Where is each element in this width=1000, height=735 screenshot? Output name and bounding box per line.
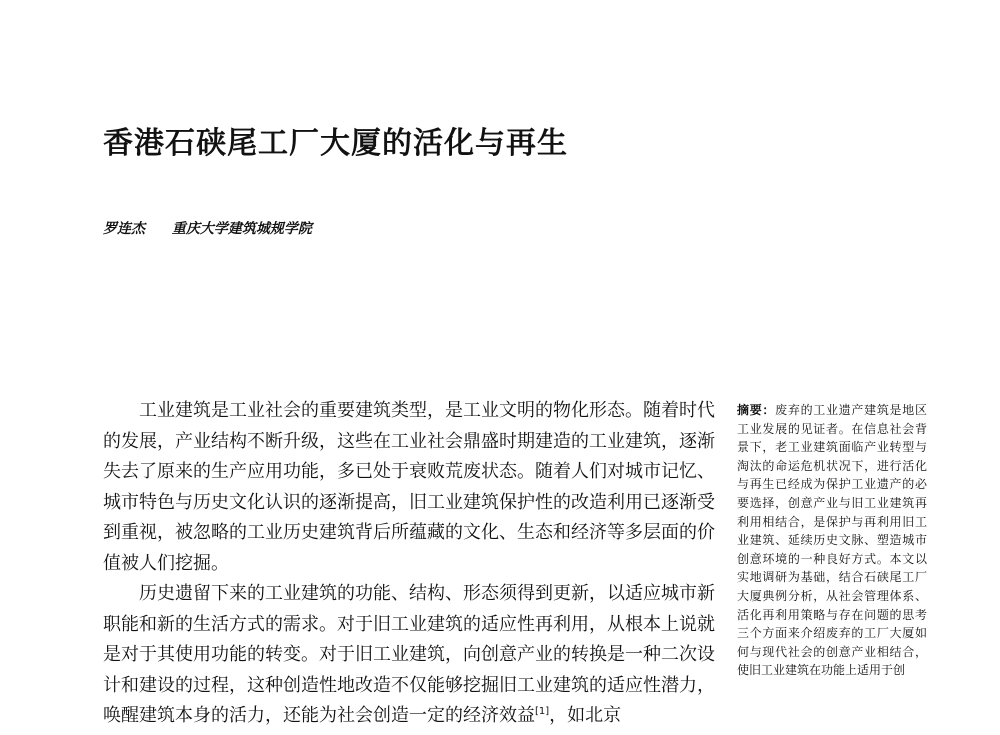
body-paragraph-1: 工业建筑是工业社会的重要建筑类型，是工业文明的物化形态。随着时代的发展，产业结构不断升级，这些在工业社会鼎盛时期建造的工业建筑，逐渐失去了原来的生产应用功能，多已处于衰败荒废状态。随着人们对城市记忆、城市特色与历史文化认识的逐渐提高，旧工业建筑保护性的改造利用已逐渐受到重视，被忽略的工业历史建筑背后所蕴藏的文化、生态和经济等多层面的价值被人们挖掘。 (103, 400, 715, 574)
body-paragraph-2 (103, 579, 715, 732)
abstract (737, 401, 927, 680)
abstract-label: 摘要： (737, 403, 776, 417)
author-name: 罗连杰 (103, 221, 145, 237)
body-text (103, 396, 715, 732)
article-title: 香港石硖尾工厂大厦的活化与再生 (103, 126, 568, 161)
body-paragraph-2-text: 历史遗留下来的工业建筑的功能、结构、形态须得到更新，以适应城市新职能和新的生活方式的需求。对于旧工业建筑的适应性再利用，从根本上说就是对于其使用功能的转变。对于旧工业建筑，向创意产业的转换是一种二次设计和建设的过程，这种创造性地改造不仅能够挖掘旧工业建筑的适应性潜力，唤醒建筑本身的活力，还能为社会创造一定的经济效益 (103, 583, 715, 726)
author-affiliation: 重庆大学建筑城规学院 (171, 221, 312, 237)
author-line (103, 218, 312, 238)
citation-reference: [1] (535, 706, 550, 717)
abstract-text: 废弃的工业遗产建筑是地区工业发展的见证者。在信息社会背景下，老工业建筑面临产业转型与淘汰的命运危机状况下，进行活化与再生已经成为保护工业遗产的必要选择，创意产业与旧工业建筑再利用相结合，是保护与再利用旧工业建筑、延续历史文脉、塑造城市创意环境的一种良好方式。本文以实地调研为基础，结合石硖尾工厂大厦典例分析，从社会管理体系、活化再利用策略与存在问题的思考三个方面来介绍废弃的工厂大厦如何与现代社会的创意产业相结合，使旧工业建筑在功能上适用于创 (737, 403, 927, 678)
body-paragraph-2-continuation: ，如北京 (549, 705, 622, 726)
